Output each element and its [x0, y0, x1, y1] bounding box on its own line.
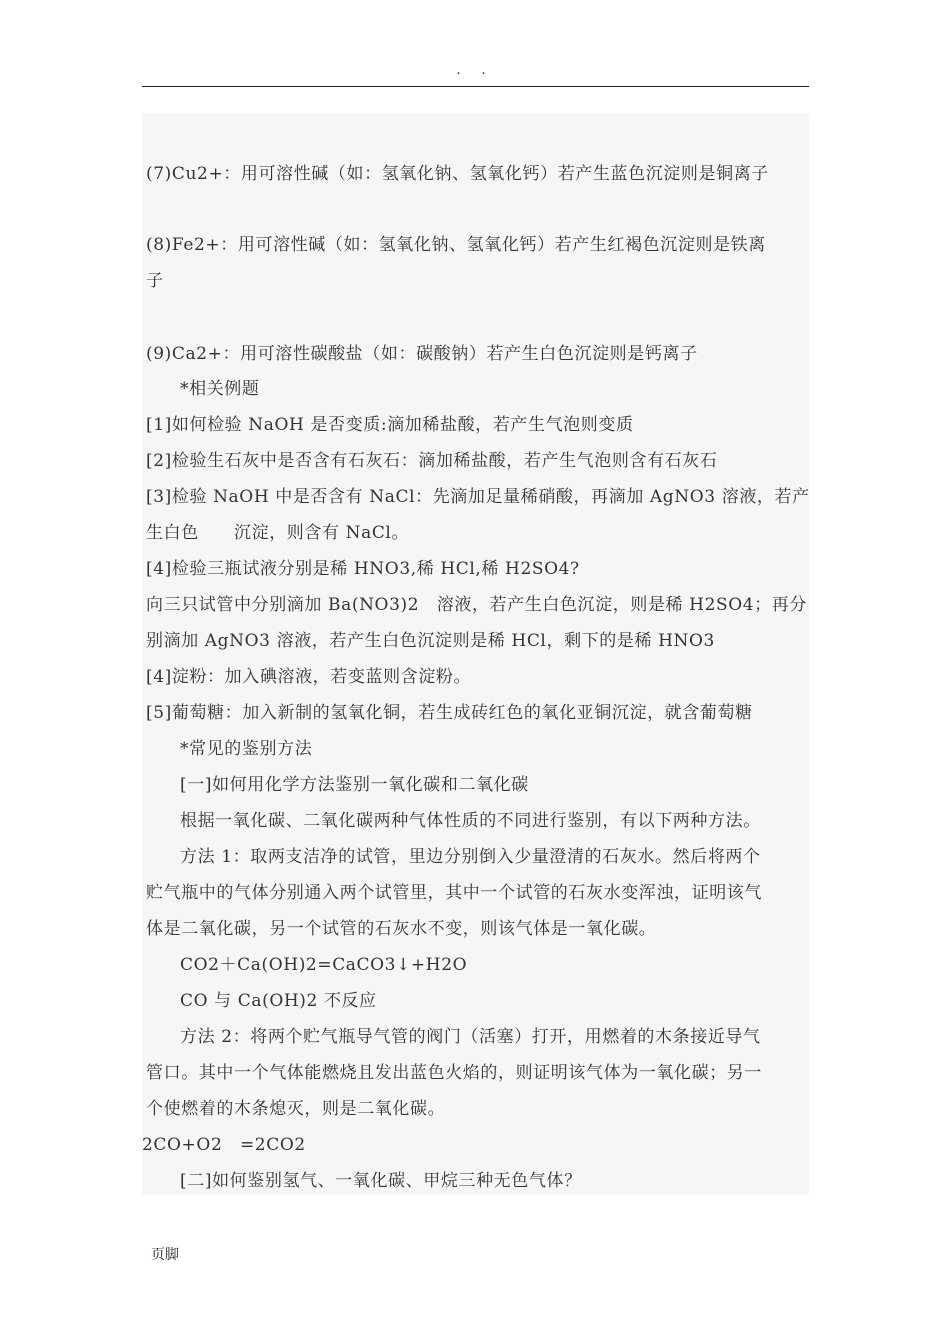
text-line: (9)Ca2+：用可溶性碳酸盐（如：碳酸钠）若产生白色沉淀则是钙离子	[146, 344, 698, 364]
text-line: 贮气瓶中的气体分别通入两个试管里，其中一个试管的石灰水变浑浊，证明该气	[146, 883, 762, 903]
text-line: [4]淀粉：加入碘溶液，若变蓝则含淀粉。	[146, 667, 472, 687]
text-line: [4]检验三瓶试液分别是稀 HNO3,稀 HCl,稀 H2SO4?	[146, 559, 580, 579]
header-rule	[142, 86, 809, 87]
equation-line: CO2＋Ca(OH)2=CaCO3↓+H2O	[180, 955, 468, 975]
header-dots: . .	[456, 62, 494, 78]
text-line: [3]检验 NaOH 中是否含有 NaCl：先滴加足量稀硝酸，再滴加 AgNO3 溶液，若产	[146, 487, 810, 507]
section-heading: *相关例题	[180, 379, 260, 399]
text-line: [5]葡萄糖：加入新制的氢氧化铜，若生成砖红色的氧化亚铜沉淀，就含葡萄糖	[146, 703, 753, 723]
text-line: [1]如何检验 NaOH 是否变质:滴加稀盐酸，若产生气泡则变质	[146, 415, 634, 435]
text-line: 别滴加 AgNO3 溶液，若产生白色沉淀则是稀 HCl，剩下的是稀 HNO3	[146, 631, 715, 651]
footer-label: 页脚	[151, 1247, 179, 1263]
text-line: 个使燃着的木条熄灭，则是二氧化碳。	[146, 1099, 446, 1119]
text-line: CO 与 Ca(OH)2 不反应	[180, 991, 377, 1011]
text-line: 管口。其中一个气体能燃烧且发出蓝色火焰的，则证明该气体为一氧化碳；另一	[146, 1063, 762, 1083]
text-line: [一]如何用化学方法鉴别一氧化碳和二氧化碳	[180, 775, 529, 795]
text-line: 方法 1：取两支洁净的试管，里边分别倒入少量澄清的石灰水。然后将两个	[180, 847, 761, 867]
text-line: 子	[146, 271, 164, 291]
text-line: (8)Fe2+：用可溶性碱（如：氢氧化钠、氢氧化钙）若产生红褐色沉淀则是铁离	[146, 235, 766, 255]
section-heading: *常见的鉴别方法	[180, 739, 313, 759]
text-line: 向三只试管中分别滴加 Ba(NO3)2 溶液，若产生白色沉淀，则是稀 H2SO4；再分	[146, 595, 807, 615]
text-line: 方法 2：将两个贮气瓶导气管的阀门（活塞）打开，用燃着的木条接近导气	[180, 1027, 761, 1047]
text-line: 根据一氧化碳、二氧化碳两种气体性质的不同进行鉴别，有以下两种方法。	[180, 811, 761, 831]
equation-line: 2CO+O2 =2CO2	[142, 1135, 306, 1155]
text-line: (7)Cu2+：用可溶性碱（如：氢氧化钠、氢氧化钙）若产生蓝色沉淀则是铜离子	[146, 164, 769, 184]
text-line: [2]检验生石灰中是否含有石灰石：滴加稀盐酸，若产生气泡则含有石灰石	[146, 451, 718, 471]
text-line: 生白色 沉淀，则含有 NaCl。	[146, 523, 410, 543]
text-line: [二]如何鉴别氢气、一氧化碳、甲烷三种无色气体？	[180, 1171, 582, 1191]
text-line: 体是二氧化碳，另一个试管的石灰水不变，则该气体是一氧化碳。	[146, 919, 657, 939]
